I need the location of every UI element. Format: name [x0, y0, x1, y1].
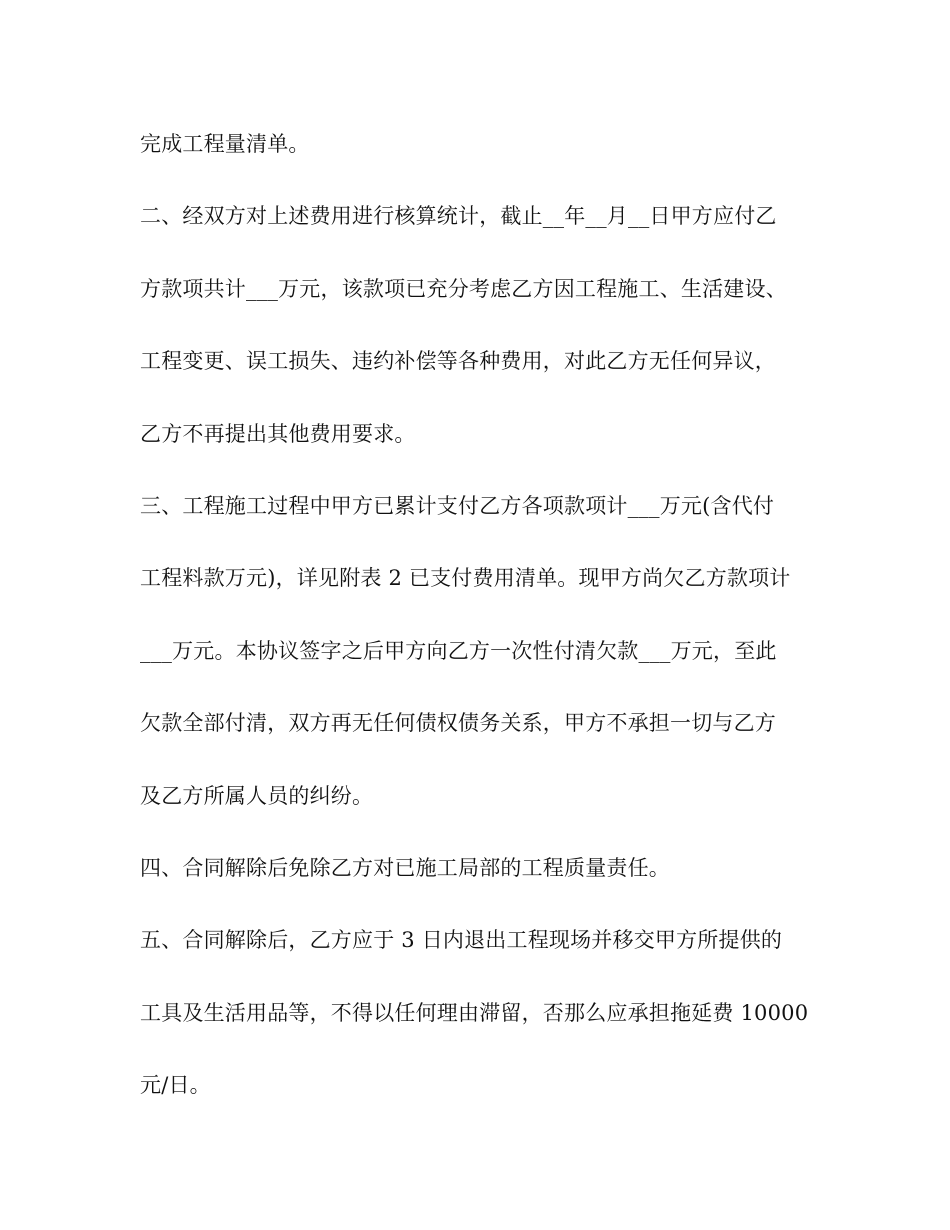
text-line: ___万元。本协议签字之后甲方向乙方一次性付清欠款___万元，至此: [140, 638, 777, 663]
text-line: 及乙方所属人员的纠纷。: [140, 783, 374, 808]
text-line: 元/日。: [140, 1073, 211, 1098]
text-line: 欠款全部付清，双方再无任何债权债务关系，甲方不承担一切与乙方: [140, 711, 776, 736]
document-body: [140, 122, 810, 1135]
text-line: 五、合同解除后，乙方应于 3 日内退出工程现场并移交甲方所提供的: [140, 928, 783, 953]
text-line: 方款项共计___万元，该款项已充分考虑乙方因工程施工、生活建设、: [140, 276, 787, 301]
text-line: 二、经双方对上述费用进行核算统计，截止__年__月__日甲方应付乙: [140, 204, 777, 229]
text-line: 四、合同解除后免除乙方对已施工局部的工程质量责任。: [140, 855, 670, 880]
text-line: 完成工程量清单。: [140, 132, 310, 156]
text-line: 工具及生活用品等，不得以任何理由滞留，否那么应承担拖延费 10000: [140, 1000, 809, 1025]
text-line: 工程变更、误工损失、违约补偿等各种费用，对此乙方无任何异议，: [140, 349, 776, 374]
text-line: 三、工程施工过程中甲方已累计支付乙方各项款项计___万元(含代付: [140, 493, 775, 518]
text-line: 工程料款万元)，详见附表 2 已支付费用清单。现甲方尚欠乙方款项计: [140, 566, 791, 591]
text-line: 乙方不再提出其他费用要求。: [140, 421, 416, 446]
